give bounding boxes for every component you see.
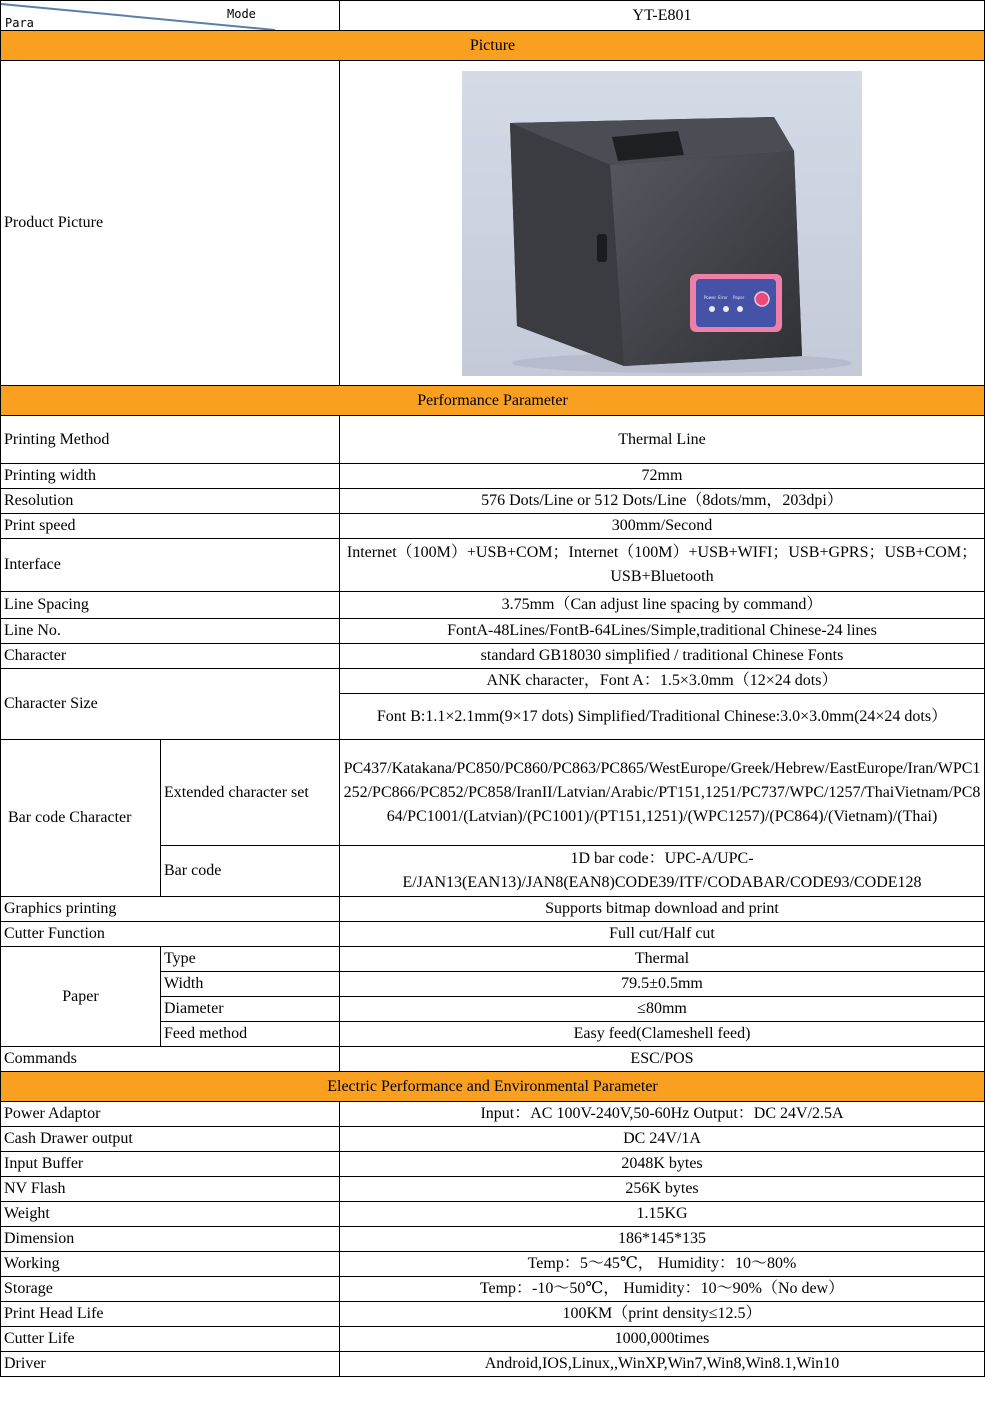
product-image — [462, 71, 862, 376]
row-graphics — [1, 897, 985, 922]
row-nv-flash — [1, 1177, 985, 1202]
row-power-adaptor — [1, 1102, 985, 1127]
extended-charset-value: PC437/Katakana/PC850/PC860/PC863/PC865/WestEurope/Greek/Hebrew/EastEurope/Iran/WPC1252/PC866/PC852/PC858/IranII/Latvian/Arabic/PT151,1251/PC737/WPC/1257/ThaiVietnam/PC864/PC1001/(Latvian)/(PC1001)/(PT151,1251)/(WPC1257)/(PC864)/(Vietnam)/(Thai) — [340, 740, 985, 846]
nv-flash-label: NV Flash — [1, 1177, 340, 1202]
panel-power-text: Power — [704, 294, 717, 300]
cash-drawer-label: Cash Drawer output — [1, 1127, 340, 1152]
paper-width-value: 79.5±0.5mm — [340, 972, 985, 997]
row-head-life — [1, 1302, 985, 1327]
paper-width-label: Width — [161, 972, 340, 997]
product-picture-cell — [340, 61, 985, 386]
nv-flash-value: 256K bytes — [340, 1177, 985, 1202]
character-size-value-1: ANK character，Font A：1.5×3.0mm（12×24 dots） — [340, 669, 985, 694]
paper-type-value: Thermal — [340, 947, 985, 972]
section-electric — [1, 1072, 985, 1102]
character-size-value-2: Font B:1.1×2.1mm(9×17 dots) Simplified/Traditional Chinese:3.0×3.0mm(24×24 dots） — [340, 694, 985, 740]
paper-label: Paper — [1, 947, 161, 1047]
printing-method-value: Thermal Line — [340, 416, 985, 464]
section-picture-title: Picture — [1, 31, 985, 61]
line-spacing-label: Line Spacing — [1, 592, 340, 619]
input-buffer-value: 2048K bytes — [340, 1152, 985, 1177]
commands-value: ESC/POS — [340, 1047, 985, 1072]
driver-label: Driver — [1, 1352, 340, 1377]
header-row — [1, 1, 985, 31]
driver-value: Android,IOS,Linux,,WinXP,Win7,Win8,Win8.1,Win10 — [340, 1352, 985, 1377]
printing-method-label: Printing Method — [1, 416, 340, 464]
input-buffer-label: Input Buffer — [1, 1152, 340, 1177]
row-weight — [1, 1202, 985, 1227]
barcode-label: Bar code — [161, 846, 340, 897]
section-performance — [1, 386, 985, 416]
commands-label: Commands — [1, 1047, 340, 1072]
character-label: Character — [1, 644, 340, 669]
paper-diameter-value: ≤80mm — [340, 997, 985, 1022]
mode-label: Mode — [227, 7, 256, 21]
row-extended-charset — [1, 740, 985, 846]
para-label: Para — [5, 16, 34, 30]
row-product-picture — [1, 61, 985, 386]
row-cutter-life — [1, 1327, 985, 1352]
row-dimension — [1, 1227, 985, 1252]
line-no-label: Line No. — [1, 619, 340, 644]
dimension-label: Dimension — [1, 1227, 340, 1252]
header-diagonal-cell — [1, 1, 340, 31]
cutter-life-label: Cutter Life — [1, 1327, 340, 1352]
extended-charset-label: Extended character set — [161, 740, 340, 846]
resolution-value: 576 Dots/Line or 512 Dots/Line（8dots/mm，203dpi） — [340, 489, 985, 514]
interface-value: Internet（100M）+USB+COM；Internet（100M）+USB+WIFI；USB+GPRS；USB+COM；USB+Bluetooth — [340, 539, 985, 592]
section-electric-title: Electric Performance and Environmental Parameter — [1, 1072, 985, 1102]
power-adaptor-value: Input：AC 100V-240V,50-60Hz Output：DC 24V/2.5A — [340, 1102, 985, 1127]
printing-width-value: 72mm — [340, 464, 985, 489]
diagonal-line — [1, 1, 340, 31]
graphics-value: Supports bitmap download and print — [340, 897, 985, 922]
section-picture — [1, 31, 985, 61]
paper-feed-label: Feed method — [161, 1022, 340, 1047]
barcode-value: 1D bar code：UPC-A/UPC-E/JAN13(EAN13)/JAN8(EAN8)CODE39/ITF/CODABAR/CODE93/CODE128 — [340, 846, 985, 897]
row-input-buffer — [1, 1152, 985, 1177]
interface-label: Interface — [1, 539, 340, 592]
line-no-value: FontA-48Lines/FontB-64Lines/Simple,traditional Chinese-24 lines — [340, 619, 985, 644]
paper-feed-value: Easy feed(Clameshell feed) — [340, 1022, 985, 1047]
model-name: YT-E801 — [340, 1, 985, 31]
paper-diameter-label: Diameter — [161, 997, 340, 1022]
character-value: standard GB18030 simplified / traditional Chinese Fonts — [340, 644, 985, 669]
power-adaptor-label: Power Adaptor — [1, 1102, 340, 1127]
storage-value: Temp：-10～50℃， Humidity：10～90%（No dew） — [340, 1277, 985, 1302]
resolution-label: Resolution — [1, 489, 340, 514]
storage-label: Storage — [1, 1277, 340, 1302]
cash-drawer-value: DC 24V/1A — [340, 1127, 985, 1152]
weight-label: Weight — [1, 1202, 340, 1227]
character-size-label: Character Size — [1, 669, 340, 740]
panel-error-text: Error — [718, 294, 728, 300]
row-interface — [1, 539, 985, 592]
row-commands — [1, 1047, 985, 1072]
weight-value: 1.15KG — [340, 1202, 985, 1227]
head-life-label: Print Head Life — [1, 1302, 340, 1327]
row-line-no — [1, 619, 985, 644]
paper-type-label: Type — [161, 947, 340, 972]
row-working — [1, 1252, 985, 1277]
dimension-value: 186*145*135 — [340, 1227, 985, 1252]
row-line-spacing — [1, 592, 985, 619]
printing-width-label: Printing width — [1, 464, 340, 489]
product-picture-label: Product Picture — [1, 61, 340, 386]
barcode-character-label: Bar code Character — [1, 740, 161, 897]
working-label: Working — [1, 1252, 340, 1277]
row-cash-drawer — [1, 1127, 985, 1152]
row-character-size-1 — [1, 669, 985, 694]
print-speed-label: Print speed — [1, 514, 340, 539]
row-storage — [1, 1277, 985, 1302]
panel-paper-text: Paper — [733, 294, 745, 300]
row-driver — [1, 1352, 985, 1377]
row-character — [1, 644, 985, 669]
row-cutter — [1, 922, 985, 947]
head-life-value: 100KM（print density≤12.5） — [340, 1302, 985, 1327]
row-resolution — [1, 489, 985, 514]
line-spacing-value: 3.75mm（Can adjust line spacing by command） — [340, 592, 985, 619]
section-performance-title: Performance Parameter — [1, 386, 985, 416]
cutter-life-value: 1000,000times — [340, 1327, 985, 1352]
row-printing-method — [1, 416, 985, 464]
row-printing-width — [1, 464, 985, 489]
working-value: Temp：5～45℃， Humidity：10～80% — [340, 1252, 985, 1277]
graphics-label: Graphics printing — [1, 897, 340, 922]
print-speed-value: 300mm/Second — [340, 514, 985, 539]
cutter-value: Full cut/Half cut — [340, 922, 985, 947]
row-paper-type — [1, 947, 985, 972]
cutter-label: Cutter Function — [1, 922, 340, 947]
row-print-speed — [1, 514, 985, 539]
